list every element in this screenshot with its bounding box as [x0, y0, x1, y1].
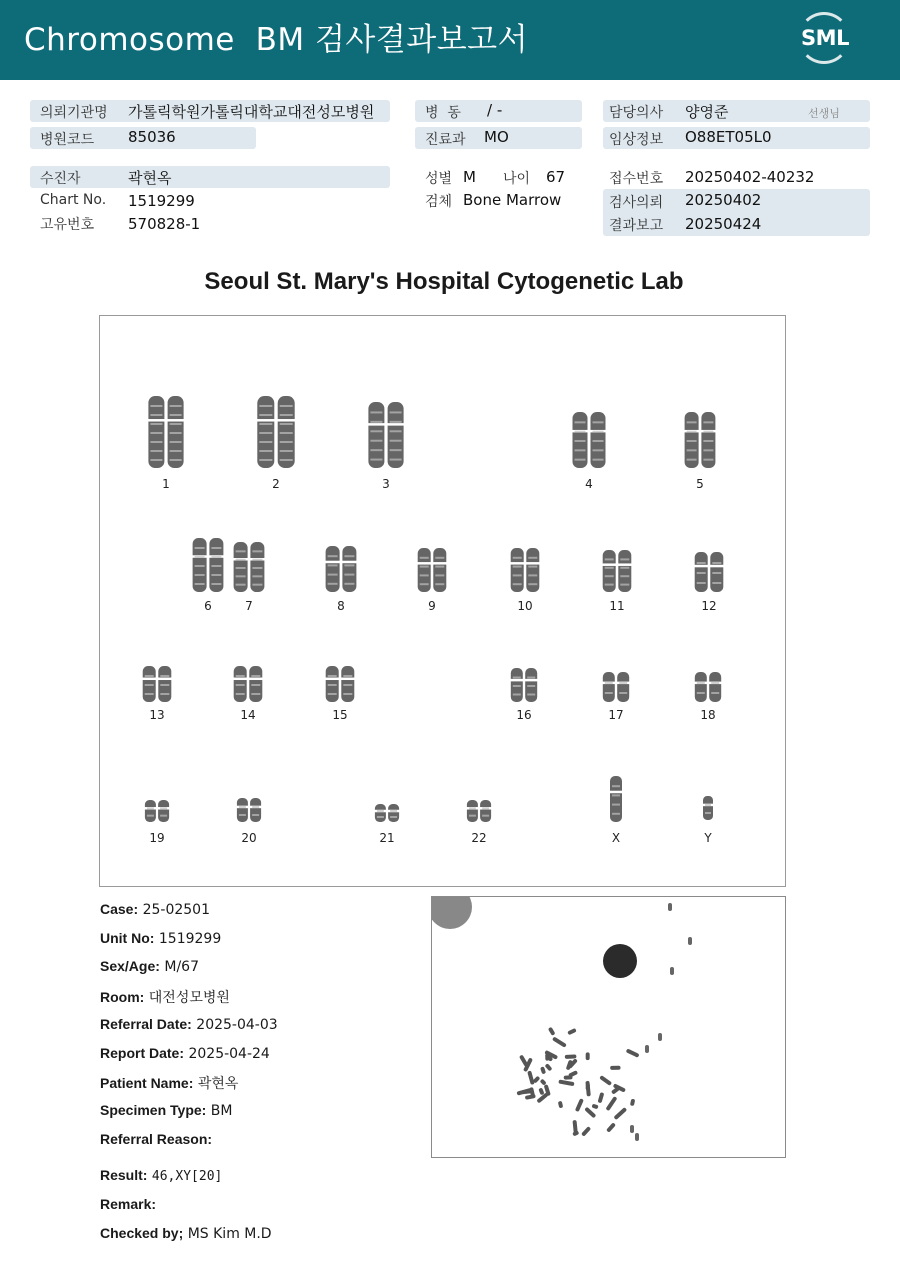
- chromosome-16: [510, 668, 538, 702]
- unit-label: Unit No:: [100, 930, 155, 946]
- unique-no-label: 고유번호: [40, 217, 95, 233]
- chromosome-5: [684, 412, 717, 468]
- chromosome-label: 16: [516, 708, 532, 722]
- chromosome-2: [256, 396, 295, 468]
- logo-text: SML: [801, 26, 849, 50]
- sexage-line: [100, 958, 199, 975]
- patient-label: 수진자: [40, 171, 81, 187]
- unit-line: [100, 930, 221, 947]
- report-value: 20250424: [685, 215, 762, 233]
- chromosome-label: Y: [704, 831, 712, 845]
- chromosome-label: 9: [428, 599, 436, 613]
- chromosome-label: 13: [149, 708, 165, 722]
- chromosome-label: 15: [332, 708, 348, 722]
- chromosome-8: [325, 546, 358, 592]
- chromosome-3: [367, 402, 404, 468]
- checked-label: Checked by;: [100, 1225, 184, 1241]
- specimen-label: 검체: [425, 194, 453, 210]
- chromosome-label: 18: [700, 708, 716, 722]
- chromosome-label: 2: [272, 477, 280, 491]
- report-label: 결과보고: [609, 218, 664, 234]
- chromosome-label: 19: [149, 831, 165, 845]
- institution-label: 의뢰기관명: [40, 105, 108, 121]
- receipt-value: 20250402-40232: [685, 168, 815, 186]
- chromosome-label: 7: [245, 599, 253, 613]
- room-label: Room:: [100, 989, 145, 1005]
- result-line: [100, 1167, 222, 1184]
- hospital-code-label: 병원코드: [40, 132, 95, 148]
- chromosome-4: [572, 412, 607, 468]
- clinical-value: O88ET05L0: [685, 128, 772, 146]
- case-label: Case:: [100, 901, 139, 917]
- chromosome-label: 12: [701, 599, 717, 613]
- report-date-line: [100, 1045, 270, 1062]
- referral-reason-line: [100, 1131, 212, 1148]
- result-label: Result:: [100, 1167, 148, 1183]
- chromosome-label: 20: [241, 831, 257, 845]
- chromosome-14: [233, 666, 264, 702]
- metaphase-panel: [431, 896, 786, 1158]
- chromosome-21: [374, 804, 400, 822]
- sexage-value: M/67: [164, 959, 199, 975]
- patient-name-value: 곽현옥: [197, 1076, 239, 1092]
- age-value: 67: [546, 168, 566, 186]
- karyogram-panel: [99, 315, 786, 887]
- sexage-label: Sex/Age:: [100, 958, 160, 974]
- result-value: 46,XY[20]: [151, 1169, 223, 1184]
- lab-title: Seoul St. Mary's Hospital Cytogenetic Lab: [204, 268, 684, 295]
- chromosome-label: 3: [382, 477, 390, 491]
- chromosome-label: 6: [204, 599, 212, 613]
- room-line: [100, 987, 230, 1007]
- doctor-label: 담당의사: [609, 105, 664, 121]
- room-value: 대전성모병원: [148, 990, 230, 1006]
- chromosome-label: 11: [609, 599, 625, 613]
- request-label: 검사의뢰: [609, 195, 664, 211]
- chart-no-label: Chart No.: [40, 192, 107, 208]
- chromosome-1: [147, 396, 184, 468]
- case-value: 25-02501: [142, 902, 210, 918]
- chromosome-9: [417, 548, 448, 592]
- chromosome-label: 14: [240, 708, 256, 722]
- specimen-type-value: BM: [210, 1103, 233, 1119]
- sex-label: 성별: [425, 171, 453, 187]
- receipt-label: 접수번호: [609, 171, 664, 187]
- sml-logo: [796, 12, 854, 66]
- chromosome-label: 10: [517, 599, 533, 613]
- chromosome-Y: [702, 796, 714, 820]
- dept-label: 진료과: [425, 132, 466, 148]
- remark-label: Remark:: [100, 1196, 157, 1212]
- nucleus-corner: [432, 897, 472, 929]
- chromosome-label: 4: [585, 477, 593, 491]
- chromosome-10: [510, 548, 541, 592]
- institution-value: 가톨릭학원가톨릭대학교대전성모병원: [128, 103, 375, 121]
- chromosome-20: [236, 798, 262, 822]
- doctor-suffix: 선생님: [808, 107, 840, 120]
- hospital-code-value: 85036: [128, 128, 176, 146]
- chromosome-19: [144, 800, 170, 822]
- patient-value: 곽현옥: [128, 169, 172, 187]
- ward-label: 병 동: [425, 105, 461, 121]
- ward-value: / -: [487, 101, 503, 119]
- chromosome-label: 17: [608, 708, 624, 722]
- report-header: [0, 0, 900, 80]
- specimen-value: Bone Marrow: [463, 191, 562, 209]
- age-label: 나이: [503, 171, 531, 187]
- chromosome-label: X: [611, 831, 621, 845]
- patient-row-bg: [30, 166, 390, 188]
- chromosome-label: 5: [696, 477, 704, 491]
- doctor-value: 양영준: [685, 103, 729, 121]
- report-date-label: Report Date:: [100, 1045, 185, 1061]
- chromosome-17: [602, 672, 630, 702]
- chromosome-label: 22: [471, 831, 487, 845]
- metaphase-chromosomes: [516, 903, 692, 1141]
- referral-date-value: 2025-04-03: [196, 1017, 278, 1033]
- checked-line: [100, 1225, 272, 1242]
- sex-value: M: [463, 168, 476, 186]
- karyogram-image: [100, 316, 787, 888]
- patient-name-line: [100, 1073, 238, 1093]
- chromosome-13: [142, 666, 173, 702]
- request-value: 20250402: [685, 191, 762, 209]
- report-title: Chromosome BM 검사결과보고서: [24, 22, 529, 58]
- patient-name-label: Patient Name:: [100, 1075, 194, 1091]
- referral-date-line: [100, 1016, 278, 1033]
- metaphase-image: [432, 897, 786, 1158]
- chromosome-X: [609, 776, 623, 822]
- case-line: [100, 901, 210, 918]
- dept-value: MO: [484, 128, 509, 146]
- chart-no-value: 1519299: [128, 192, 195, 210]
- unit-value: 1519299: [158, 931, 222, 947]
- chromosome-label: 8: [337, 599, 345, 613]
- chromosome-6: [192, 538, 225, 592]
- chromosome-12: [694, 552, 725, 592]
- chromosome-22: [466, 800, 492, 822]
- specimen-type-line: [100, 1102, 232, 1119]
- referral-reason-label: Referral Reason:: [100, 1131, 213, 1147]
- chromosome-15: [325, 666, 356, 702]
- report-date-value: 2025-04-24: [188, 1046, 270, 1062]
- checked-value: MS Kim M.D: [187, 1226, 272, 1242]
- specimen-type-label: Specimen Type:: [100, 1102, 207, 1118]
- unique-no-value: 570828-1: [128, 215, 201, 233]
- referral-date-label: Referral Date:: [100, 1016, 192, 1032]
- chromosome-label: 1: [162, 477, 170, 491]
- chromosome-7: [233, 542, 266, 592]
- clinical-label: 임상정보: [609, 132, 664, 148]
- chromosome-18: [694, 672, 722, 702]
- remark-line: [100, 1196, 156, 1213]
- chromosome-label: 21: [379, 831, 395, 845]
- chromosome-11: [602, 550, 633, 592]
- nucleus-center: [603, 944, 637, 978]
